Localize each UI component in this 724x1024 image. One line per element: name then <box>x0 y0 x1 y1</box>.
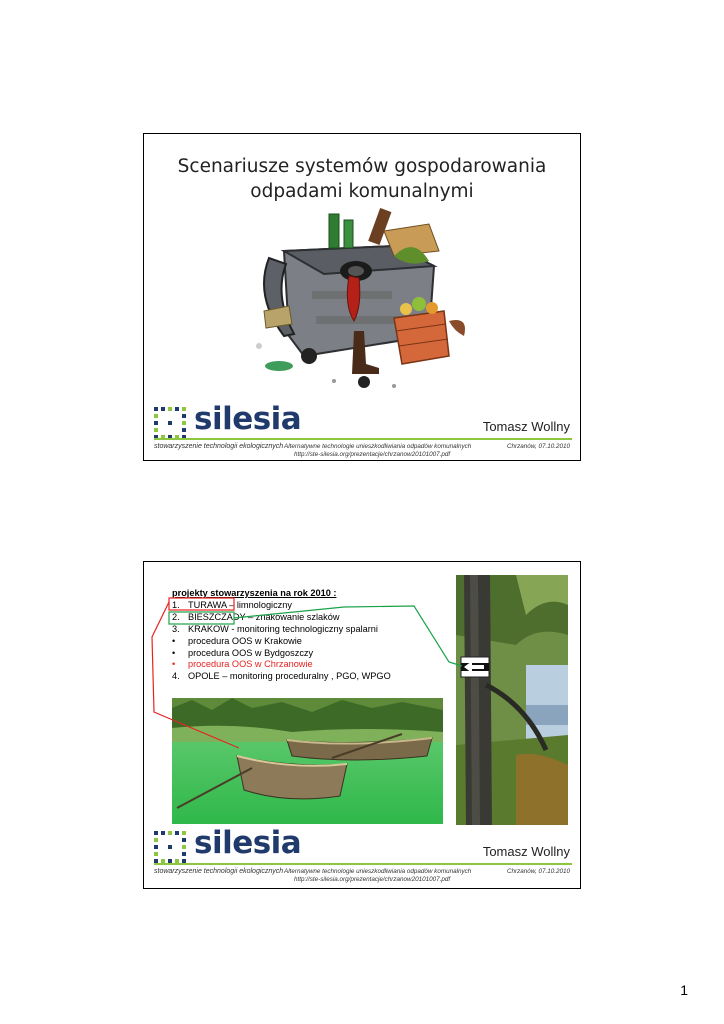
list-item-text: procedura OOS w Krakowie <box>188 635 302 646</box>
footer-url[interactable]: http://ste-silesia.org/prezentacje/chrzanow20101007.pdf <box>294 451 451 458</box>
list-marker: 2. <box>172 611 180 622</box>
list-item-text: OPOLE – monitoring proceduralny , PGO, WPGO <box>188 671 391 682</box>
author-name: Tomasz Wollny <box>482 419 570 434</box>
title-line-1: Scenariusze systemów gospodarowania <box>177 156 547 177</box>
footer-date: Chrzanów, 07.10.2010 <box>506 443 570 450</box>
silesia-logo-grid-icon <box>154 831 186 863</box>
slide-1 <box>143 133 581 461</box>
list-item-text: TURAWA – limnologiczny <box>188 599 292 610</box>
author-name: Tomasz Wollny <box>482 844 570 859</box>
list-marker: • <box>172 635 176 646</box>
list-item-text: BIESZCZADY – znakowanie szlaków <box>188 611 340 622</box>
silesia-logo-grid-icon <box>154 407 186 439</box>
waste-container-illustration <box>244 206 484 396</box>
list-item-text: procedura OOS w Bydgoszczy <box>188 647 314 658</box>
silesia-logo-text: silesia <box>194 401 302 437</box>
list-marker: 3. <box>172 623 180 634</box>
footer-org: stowarzyszenie technologii ekologicznych <box>154 443 284 450</box>
divider-line <box>154 863 572 865</box>
slide-1-title <box>144 154 580 204</box>
list-marker: 1. <box>172 599 180 610</box>
footer-url[interactable]: http://ste-silesia.org/prezentacje/chrzanow20101007.pdf <box>294 876 451 883</box>
title-line-2: odpadami komunalnymi <box>250 181 474 202</box>
slide-2 <box>143 561 581 889</box>
page-number: 1 <box>680 982 688 998</box>
footer-title: Alternatywne technologie unieszkodliwiania odpadów komunalnych <box>284 443 472 450</box>
footer-date: Chrzanów, 07.10.2010 <box>506 868 570 875</box>
footer-org: stowarzyszenie technologii ekologicznych <box>154 868 284 875</box>
project-list-header: projekty stowarzyszenia na rok 2010 : <box>172 588 337 598</box>
list-marker: • <box>172 647 176 658</box>
silesia-logo-text: silesia <box>194 825 302 861</box>
list-item-text: KRAKOW - monitoring technologiczny spalarni <box>188 623 378 634</box>
list-marker: • <box>172 659 176 670</box>
list-item-text: procedura OOS w Chrzanowie <box>188 659 313 670</box>
divider-line <box>154 438 572 440</box>
list-marker: 4. <box>172 671 180 682</box>
footer-title: Alternatywne technologie unieszkodliwiania odpadów komunalnych <box>284 868 472 875</box>
